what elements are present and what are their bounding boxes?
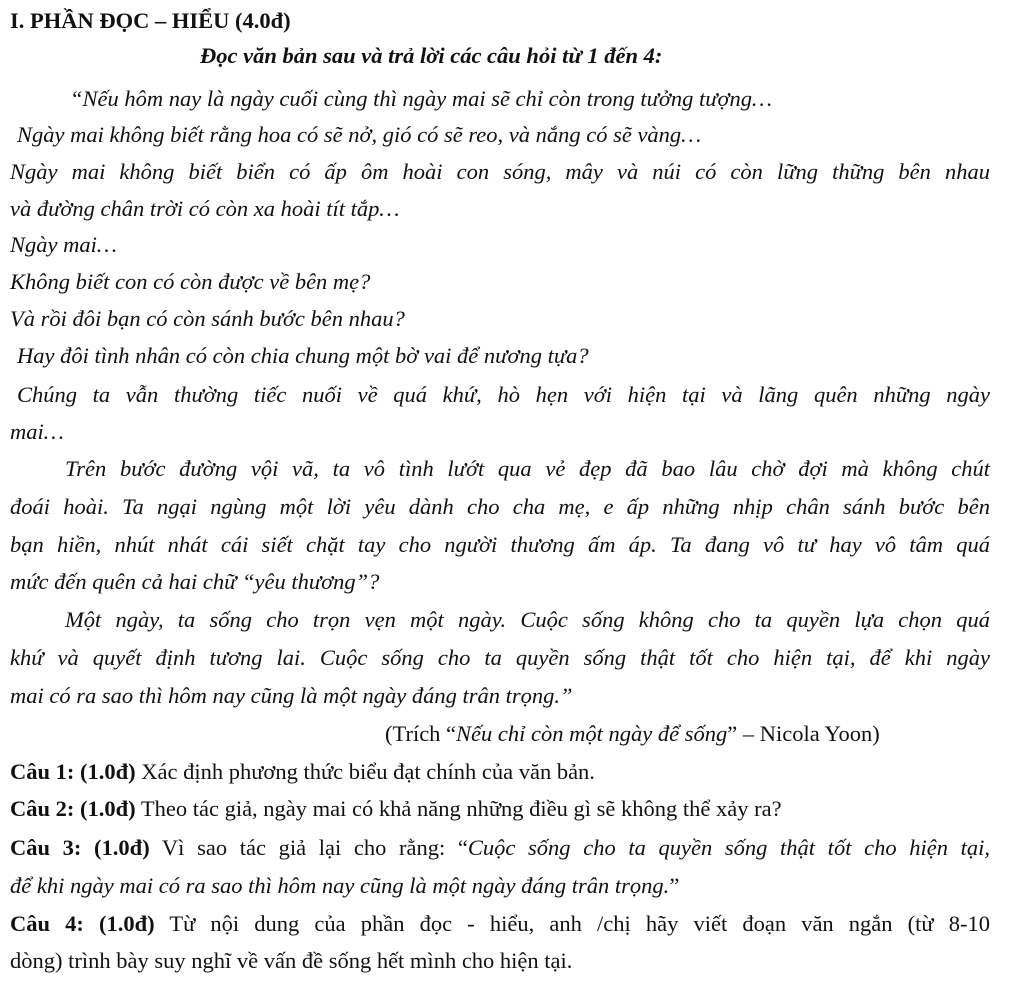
passage-line: Không biết con có còn được về bên mẹ? — [10, 269, 371, 294]
passage-line: mai… — [10, 419, 64, 444]
source-title: Nếu chỉ còn một ngày để sống — [456, 721, 728, 746]
question-label: Câu 4: (1.0đ) — [10, 911, 155, 936]
passage-line: Trên bước đường vội vã, ta vô tình lướt qua vẻ đẹp đã bao lâu chờ đợi mà không chút — [65, 456, 990, 481]
source-prefix: (Trích “ — [385, 721, 457, 746]
question-quote: để khi ngày mai có ra sao thì hôm nay cũng là một ngày đáng trân trọng. — [10, 873, 670, 898]
passage-line: khứ và quyết định tương lai. Cuộc sống cho ta quyền sống thật tốt cho hiện tại, để khi ngày — [10, 645, 990, 670]
question-4-cont: dòng) trình bày suy nghĩ về vấn đề sống hết mình cho hiện tại. — [10, 948, 573, 973]
source-suffix: ” – Nicola Yoon) — [727, 721, 880, 746]
passage-line: Một ngày, ta sống cho trọn vẹn một ngày. Cuộc sống không cho ta quyền lựa chọn quá — [65, 607, 990, 632]
passage-line: bạn hiền, nhút nhát cái siết chặt tay cho người thương ấm áp. Ta đang vô tư hay vô tâm quá — [10, 532, 990, 557]
question-text: Theo tác giả, ngày mai có khả năng những điều gì sẽ không thể xảy ra? — [135, 796, 782, 821]
passage-line: Chúng ta vẫn thường tiếc nuối về quá khứ, hò hẹn với hiện tại và lãng quên những ngày — [17, 382, 990, 407]
passage-line: và đường chân trời có còn xa hoài tít tắp… — [10, 196, 400, 221]
question-3-cont — [10, 871, 679, 901]
question-text: Từ nội dung của phần đọc - hiểu, anh /chị hãy viết đoạn văn ngắn (từ 8-10 — [154, 911, 990, 936]
question-label: Câu 3: (1.0đ) — [10, 835, 150, 860]
question-3 — [10, 833, 990, 863]
section-title: I. PHẦN ĐỌC – HIỂU (4.0đ) — [10, 8, 291, 33]
passage-source — [385, 719, 880, 749]
question-label: Câu 1: (1.0đ) — [10, 759, 136, 784]
question-4 — [10, 909, 990, 939]
passage-line: Ngày mai không biết biển có ấp ôm hoài con sóng, mây và núi có còn lững thững bên nhau — [10, 159, 990, 184]
question-quote: Cuộc sống cho ta quyền sống thật tốt cho hiện tại, — [467, 835, 990, 860]
question-text: Vì sao tác giả lại cho rằng: “ — [149, 835, 468, 860]
question-2 — [10, 794, 782, 824]
question-label: Câu 2: (1.0đ) — [10, 796, 136, 821]
question-quote-close: ” — [669, 873, 680, 898]
question-1 — [10, 757, 595, 787]
passage-line: Ngày mai không biết rằng hoa có sẽ nở, gió có sẽ reo, và nắng có sẽ vàng… — [17, 122, 702, 147]
passage-line: “Nếu hôm nay là ngày cuối cùng thì ngày mai sẽ chỉ còn trong tưởng tượng… — [70, 86, 773, 111]
passage-line: Hay đôi tình nhân có còn chia chung một bờ vai để nương tựa? — [17, 343, 589, 368]
passage-line: đoái hoài. Ta ngại ngùng một lời yêu dành cho cha mẹ, e ấp những nhịp chân sánh bước bên — [10, 494, 990, 519]
question-text: Xác định phương thức biểu đạt chính của văn bản. — [135, 759, 595, 784]
instruction: Đọc văn bản sau và trả lời các câu hỏi từ 1 đến 4: — [200, 43, 663, 68]
passage-line: mức đến quên cả hai chữ “yêu thương”? — [10, 569, 380, 594]
passage-line: mai có ra sao thì hôm nay cũng là một ngày đáng trân trọng.” — [10, 683, 573, 708]
passage-line: Và rồi đôi bạn có còn sánh bước bên nhau? — [10, 306, 405, 331]
passage-line: Ngày mai… — [10, 232, 117, 257]
